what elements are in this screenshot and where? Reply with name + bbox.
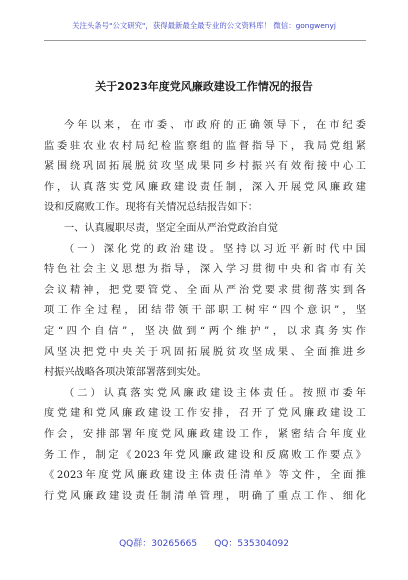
document-body [44,116,366,507]
body-line: 紧围绕巩固拓展脱贫攻坚成果同乡村振兴有效衔接中心工 [44,161,366,173]
body-line: 监委驻农业农村局纪检监察组的监督指导下，我局党组紧 [44,140,366,152]
body-line: 村振兴战略各项决策部署落到实处。 [44,367,207,379]
header-banner: 关注头条号"公文研究"，获得最新最全最专业的公文资料库！ 微信：gongwenyj [72,21,336,30]
body-line: 会议精神，把党要管党、全面从严治党要求贯彻落实到各 [44,284,366,296]
body-line: 行党风廉政建设责任制清单管理，明确了重点工作、细化 [44,490,366,502]
footer-contact [0,536,408,549]
body-line: 定“四个自信”，坚决做到“两个维护”，以求真务实作 [44,325,366,337]
body-line: 《2023年度党风廉政建设主体责任清单》等文件，全面推 [44,470,366,482]
section-heading: 一、认真履职尽责，坚定全面从严治党政治自觉 [64,222,278,234]
body-line: 特色社会主义思想为指导，深入学习贯彻中央和省市有关 [44,264,366,276]
header-divider [44,40,366,41]
body-line: 今年以来，在市委、市政府的正确领导下，在市纪委 [64,120,366,131]
body-line: （一）深化党的政治建设。坚持以习近平新时代中国 [64,243,366,255]
body-line: 度党建和党风廉政建设工作安排，召开了党风廉政建设工 [44,408,366,420]
footer-qq: QQ：535304092 [214,539,289,549]
body-line: 作会，安排部署年度党风廉政建设工作，紧密结合年度业 [44,428,366,440]
body-line: 作，认真落实党风廉政建设责任制，深入开展党风廉政建 [44,181,366,193]
body-line: 风坚决把党中央关于巩固拓展脱贫攻坚成果、全面推进乡 [44,346,366,358]
body-line: （二）认真落实党风廉政建设主体责任。按照市委年 [64,387,366,399]
document-title: 关于2023年度党风廉政建设工作情况的报告 [95,80,313,93]
body-line: 务工作，制定《2023年党风廉政建设和反腐败工作要点》 [44,449,366,461]
body-line: 设和反腐败工作。现将有关情况总结报告如下： [44,202,258,214]
body-line: 项工作全过程，团结带领干部职工树牢“四个意识”，坚 [44,305,366,317]
footer-qq-group: QQ群：30265665 [119,539,198,549]
